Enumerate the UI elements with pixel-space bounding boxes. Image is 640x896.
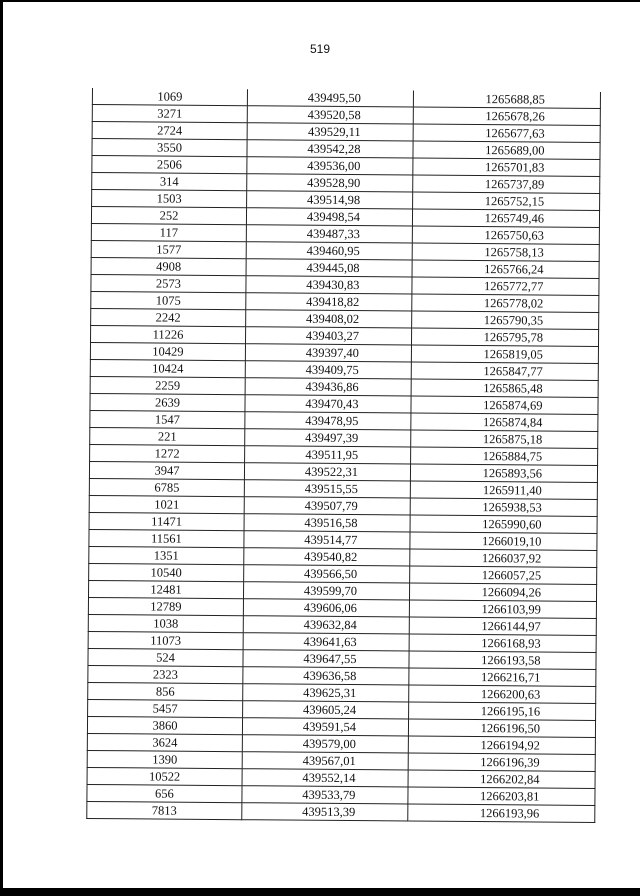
x-coordinate-cell: 439528,90 [247,174,413,192]
x-coordinate-cell: 439495,50 [247,89,413,107]
x-coordinate-cell: 439513,39 [242,803,408,821]
y-coordinate-cell: 1265884,75 [411,447,598,465]
y-coordinate-cell: 1265758,13 [412,243,599,261]
x-coordinate-cell: 439606,06 [243,599,409,617]
y-coordinate-cell: 1266057,25 [410,566,597,584]
point-id-cell: 117 [91,223,246,241]
y-coordinate-cell: 1266193,58 [409,651,596,669]
y-coordinate-cell: 1265737,89 [413,175,600,193]
y-coordinate-cell: 1265772,77 [412,277,599,295]
y-coordinate-cell: 1265678,26 [413,107,600,125]
coordinates-table [86,88,601,823]
y-coordinate-cell: 1266094,26 [409,583,596,601]
point-id-cell: 1503 [92,190,247,208]
point-id-cell: 1069 [92,88,247,106]
y-coordinate-cell: 1266200,63 [409,685,596,703]
y-coordinate-cell: 1265689,00 [413,141,600,159]
point-id-cell: 1038 [88,614,243,632]
y-coordinate-cell: 1265874,69 [411,396,598,414]
y-coordinate-cell: 1266037,92 [410,549,597,567]
point-id-cell: 1547 [90,410,245,428]
x-coordinate-cell: 439445,08 [246,259,412,277]
x-coordinate-cell: 439515,55 [244,480,410,498]
point-id-cell: 1577 [91,240,246,258]
point-id-cell: 1021 [89,495,244,513]
x-coordinate-cell: 439591,54 [242,718,408,736]
y-coordinate-cell: 1265701,83 [413,158,600,176]
point-id-cell: 1075 [91,291,246,309]
point-id-cell: 12789 [88,597,243,615]
point-id-cell: 5457 [88,699,243,717]
point-id-cell: 656 [87,784,242,802]
point-id-cell: 1351 [89,546,244,564]
point-id-cell: 6785 [89,478,244,496]
point-id-cell: 10429 [90,342,245,360]
x-coordinate-cell: 439514,98 [247,191,413,209]
scan-border-bottom [0,888,640,896]
point-id-cell: 11226 [91,325,246,343]
point-id-cell: 2639 [90,393,245,411]
x-coordinate-cell: 439408,02 [246,310,412,328]
y-coordinate-cell: 1266203,81 [408,787,595,805]
x-coordinate-cell: 439497,39 [245,429,411,447]
point-id-cell: 10424 [90,359,245,377]
point-id-cell: 11073 [88,631,243,649]
point-id-cell: 4908 [91,257,246,275]
y-coordinate-cell: 1266194,92 [408,736,595,754]
point-id-cell: 3624 [87,733,242,751]
y-coordinate-cell: 1265865,48 [411,379,598,397]
x-coordinate-cell: 439599,70 [243,582,409,600]
y-coordinate-cell: 1266196,39 [408,753,595,771]
table-row [87,801,595,822]
x-coordinate-cell: 439641,63 [243,633,409,651]
point-id-cell: 221 [90,427,245,445]
scan-border-top [0,0,640,2]
y-coordinate-cell: 1266144,97 [409,617,596,635]
point-id-cell: 524 [88,648,243,666]
y-coordinate-cell: 1265790,35 [412,311,599,329]
y-coordinate-cell: 1265749,46 [412,209,599,227]
y-coordinate-cell: 1265766,24 [412,260,599,278]
point-id-cell: 3271 [92,105,247,123]
coordinates-table-body [87,88,601,822]
x-coordinate-cell: 439514,77 [244,531,410,549]
point-id-cell: 10540 [89,563,244,581]
point-id-cell: 2724 [92,122,247,140]
x-coordinate-cell: 439540,82 [244,548,410,566]
x-coordinate-cell: 439522,31 [244,463,410,481]
point-id-cell: 2259 [90,376,245,394]
point-id-cell: 2242 [91,308,246,326]
x-coordinate-cell: 439487,33 [246,225,412,243]
x-coordinate-cell: 439403,27 [245,327,411,345]
x-coordinate-cell: 439397,40 [245,344,411,362]
scan-border-left [0,0,3,896]
coordinates-table-container [86,88,600,823]
x-coordinate-cell: 439533,79 [242,786,408,804]
point-id-cell: 11561 [89,529,244,547]
point-id-cell: 2573 [91,274,246,292]
x-coordinate-cell: 439566,50 [244,565,410,583]
x-coordinate-cell: 439605,24 [243,701,409,719]
point-id-cell: 856 [88,682,243,700]
y-coordinate-cell: 1265990,60 [410,515,597,533]
page-number: 519 [309,42,331,56]
x-coordinate-cell: 439478,95 [245,412,411,430]
point-id-cell: 252 [91,207,246,225]
y-coordinate-cell: 1265819,05 [411,345,598,363]
x-coordinate-cell: 439579,00 [242,735,408,753]
point-id-cell: 2323 [88,665,243,683]
y-coordinate-cell: 1266019,10 [410,532,597,550]
x-coordinate-cell: 439436,86 [245,378,411,396]
x-coordinate-cell: 439520,58 [247,106,413,124]
x-coordinate-cell: 439409,75 [245,361,411,379]
y-coordinate-cell: 1265752,15 [413,192,600,210]
y-coordinate-cell: 1265688,85 [413,91,600,109]
y-coordinate-cell: 1265874,84 [411,413,598,431]
point-id-cell: 314 [92,173,247,191]
y-coordinate-cell: 1266216,71 [409,668,596,686]
x-coordinate-cell: 439498,54 [246,208,412,226]
y-coordinate-cell: 1266195,16 [409,702,596,720]
x-coordinate-cell: 439529,11 [247,123,413,141]
point-id-cell: 3550 [92,139,247,157]
x-coordinate-cell: 439511,95 [245,446,411,464]
point-id-cell: 3860 [87,716,242,734]
x-coordinate-cell: 439516,58 [244,514,410,532]
x-coordinate-cell: 439542,28 [247,140,413,158]
x-coordinate-cell: 439552,14 [242,769,408,787]
point-id-cell: 3947 [89,461,244,479]
x-coordinate-cell: 439647,55 [243,650,409,668]
y-coordinate-cell: 1265893,56 [410,464,597,482]
x-coordinate-cell: 439625,31 [243,684,409,702]
y-coordinate-cell: 1266103,99 [409,600,596,618]
point-id-cell: 10522 [87,767,242,785]
point-id-cell: 12481 [88,580,243,598]
point-id-cell: 1272 [90,444,245,462]
x-coordinate-cell: 439636,58 [243,667,409,685]
point-id-cell: 2506 [92,156,247,174]
x-coordinate-cell: 439460,95 [246,242,412,260]
y-coordinate-cell: 1266168,93 [409,634,596,652]
y-coordinate-cell: 1265778,02 [412,294,599,312]
x-coordinate-cell: 439632,84 [243,616,409,634]
y-coordinate-cell: 1266202,84 [408,770,595,788]
x-coordinate-cell: 439567,01 [242,752,408,770]
x-coordinate-cell: 439418,82 [246,293,412,311]
x-coordinate-cell: 439536,00 [247,157,413,175]
y-coordinate-cell: 1266196,50 [408,719,595,737]
point-id-cell: 1390 [87,750,242,768]
y-coordinate-cell: 1266193,96 [408,804,595,822]
x-coordinate-cell: 439430,83 [246,276,412,294]
point-id-cell: 11471 [89,512,244,530]
point-id-cell: 7813 [87,801,242,819]
y-coordinate-cell: 1265795,78 [411,328,598,346]
x-coordinate-cell: 439470,43 [245,395,411,413]
y-coordinate-cell: 1265847,77 [411,362,598,380]
y-coordinate-cell: 1265938,53 [410,498,597,516]
y-coordinate-cell: 1265911,40 [410,481,597,499]
x-coordinate-cell: 439507,79 [244,497,410,515]
y-coordinate-cell: 1265677,63 [413,124,600,142]
y-coordinate-cell: 1265875,18 [411,430,598,448]
y-coordinate-cell: 1265750,63 [412,226,599,244]
